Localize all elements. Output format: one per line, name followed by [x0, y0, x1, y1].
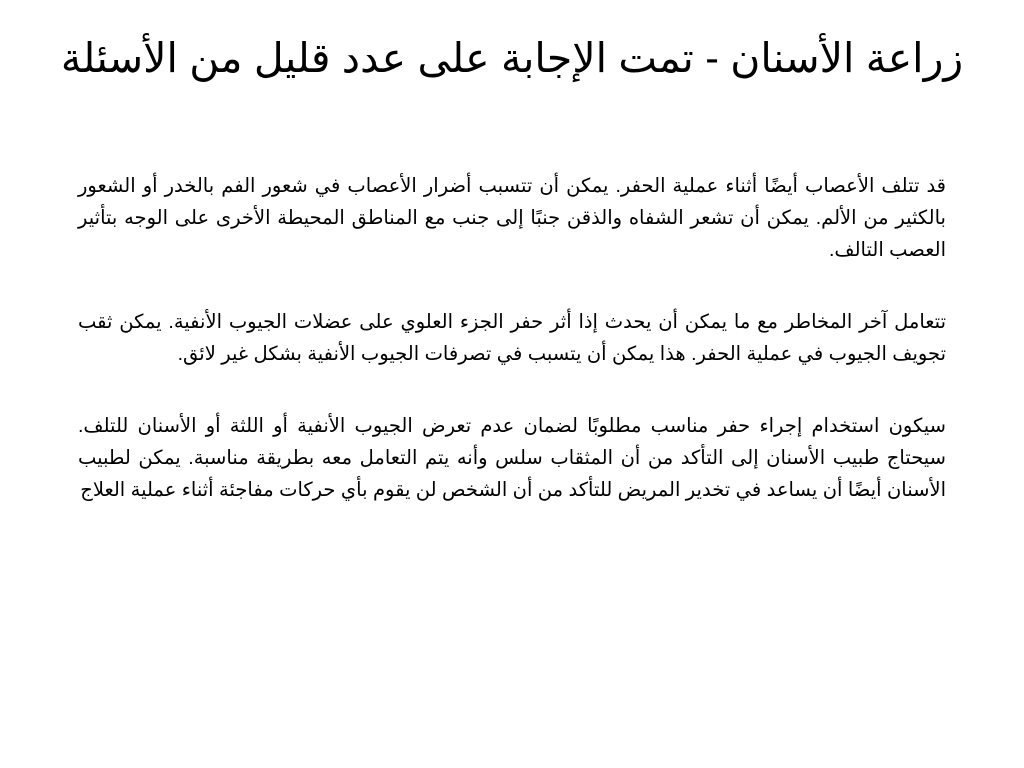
paragraph-nerve-damage: قد تتلف الأعصاب أيضًا أثناء عملية الحفر. يمكن أن تتسبب أضرار الأعصاب في شعور الفم بالخدر أو الشعور بالكثير من الألم. يمكن أن تشعر الشفاه والذقن جنبًا إلى جنب مع المناطق المحيطة الأخرى على الوجه بتأثير العصب التالف. [78, 175, 946, 261]
paragraph-sinus-risk: تتعامل آخر المخاطر مع ما يمكن أن يحدث إذا أثر حفر الجزء العلوي على عضلات الجيوب الأنفية. يمكن ثقب تجويف الجيوب في عملية الحفر. هذا يمكن أن يتسبب في تصرفات الجيوب الأنفية بشكل غير لائق. [78, 311, 946, 365]
paragraph-proper-drilling: سيكون استخدام إجراء حفر مناسب مطلوبًا لضمان عدم تعرض الجيوب الأنفية أو اللثة أو الأسنان للتلف. سيحتاج طبيب الأسنان إلى التأكد من أن المثقاب سلس وأنه يتم التعامل معه بطريقة مناسبة. يمكن لطبيب الأسنان أيضًا أن يساعد في تخدير المريض للتأكد من أن الشخص لن يقوم بأي حركات مفاجئة أثناء عملية العلاج [78, 415, 946, 501]
slide-body [78, 170, 946, 546]
slide-title: زراعة الأسنان - تمت الإجابة على عدد قليل من الأسئلة [60, 35, 964, 81]
